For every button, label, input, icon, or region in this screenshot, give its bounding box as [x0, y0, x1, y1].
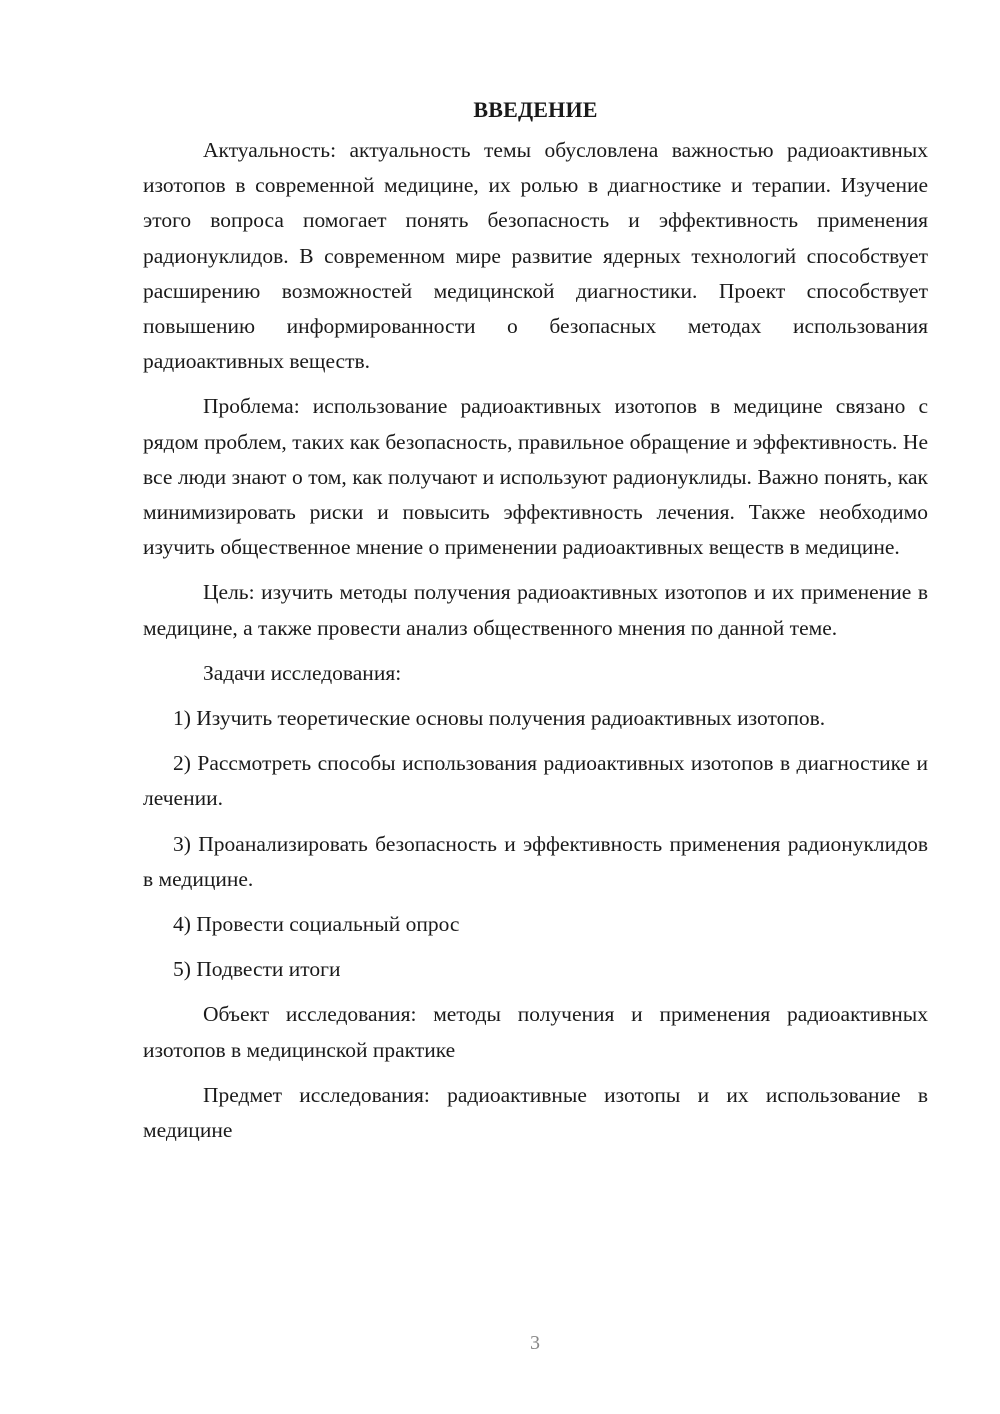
- task-item-4: 4) Провести социальный опрос: [173, 912, 460, 937]
- section-title: ВВЕДЕНИЕ: [473, 97, 598, 122]
- task-item-1: 1) Изучить теоретические основы получения радиоактивных изотопов.: [173, 706, 826, 731]
- document-page: [143, 92, 928, 1158]
- page-number: 3: [530, 1332, 540, 1354]
- paragraph-goal: Цель: изучить методы получения радиоактивных изотопов и их применение в медицине, а также провести анализ общественного мнения по данной теме.: [143, 580, 928, 640]
- paragraph-subject: Предмет исследования: радиоактивные изотопы и их использование в медицине: [143, 1082, 928, 1143]
- paragraph-relevance: Актуальность: актуальность темы обусловлена важностью радиоактивных изотопов в современной медицине, их ролью в диагностике и терапии. Изучение этого вопроса помогает понять безопасность и эффективность применения радионуклидов. В современном мире развитие ядерных технологий способствует расширению возможностей медицинской диагностики. Проект способствует повышению информированности о безопасных методах использования радиоактивных веществ.: [143, 138, 928, 374]
- task-item-2: 2) Рассмотреть способы использования радиоактивных изотопов в диагностике и лечении.: [143, 751, 928, 811]
- task-item-3: 3) Проанализировать безопасность и эффективность применения радионуклидов в медицине.: [143, 831, 928, 891]
- task-item-5: 5) Подвести итоги: [173, 957, 341, 982]
- paragraph-problem: Проблема: использование радиоактивных изотопов в медицине связано с рядом проблем, таких как безопасность, правильное обращение и эффективность. Не все люди знают о том, как получают и используют радионуклиды. Важно понять, как минимизировать риски и повысить эффективность лечения. Также необходимо изучить общественное мнение о применении радиоактивных веществ в медицине.: [143, 394, 928, 560]
- tasks-heading: Задачи исследования:: [203, 660, 402, 685]
- paragraph-object: Объект исследования: методы получения и применения радиоактивных изотопов в медицинской практике: [143, 1002, 928, 1062]
